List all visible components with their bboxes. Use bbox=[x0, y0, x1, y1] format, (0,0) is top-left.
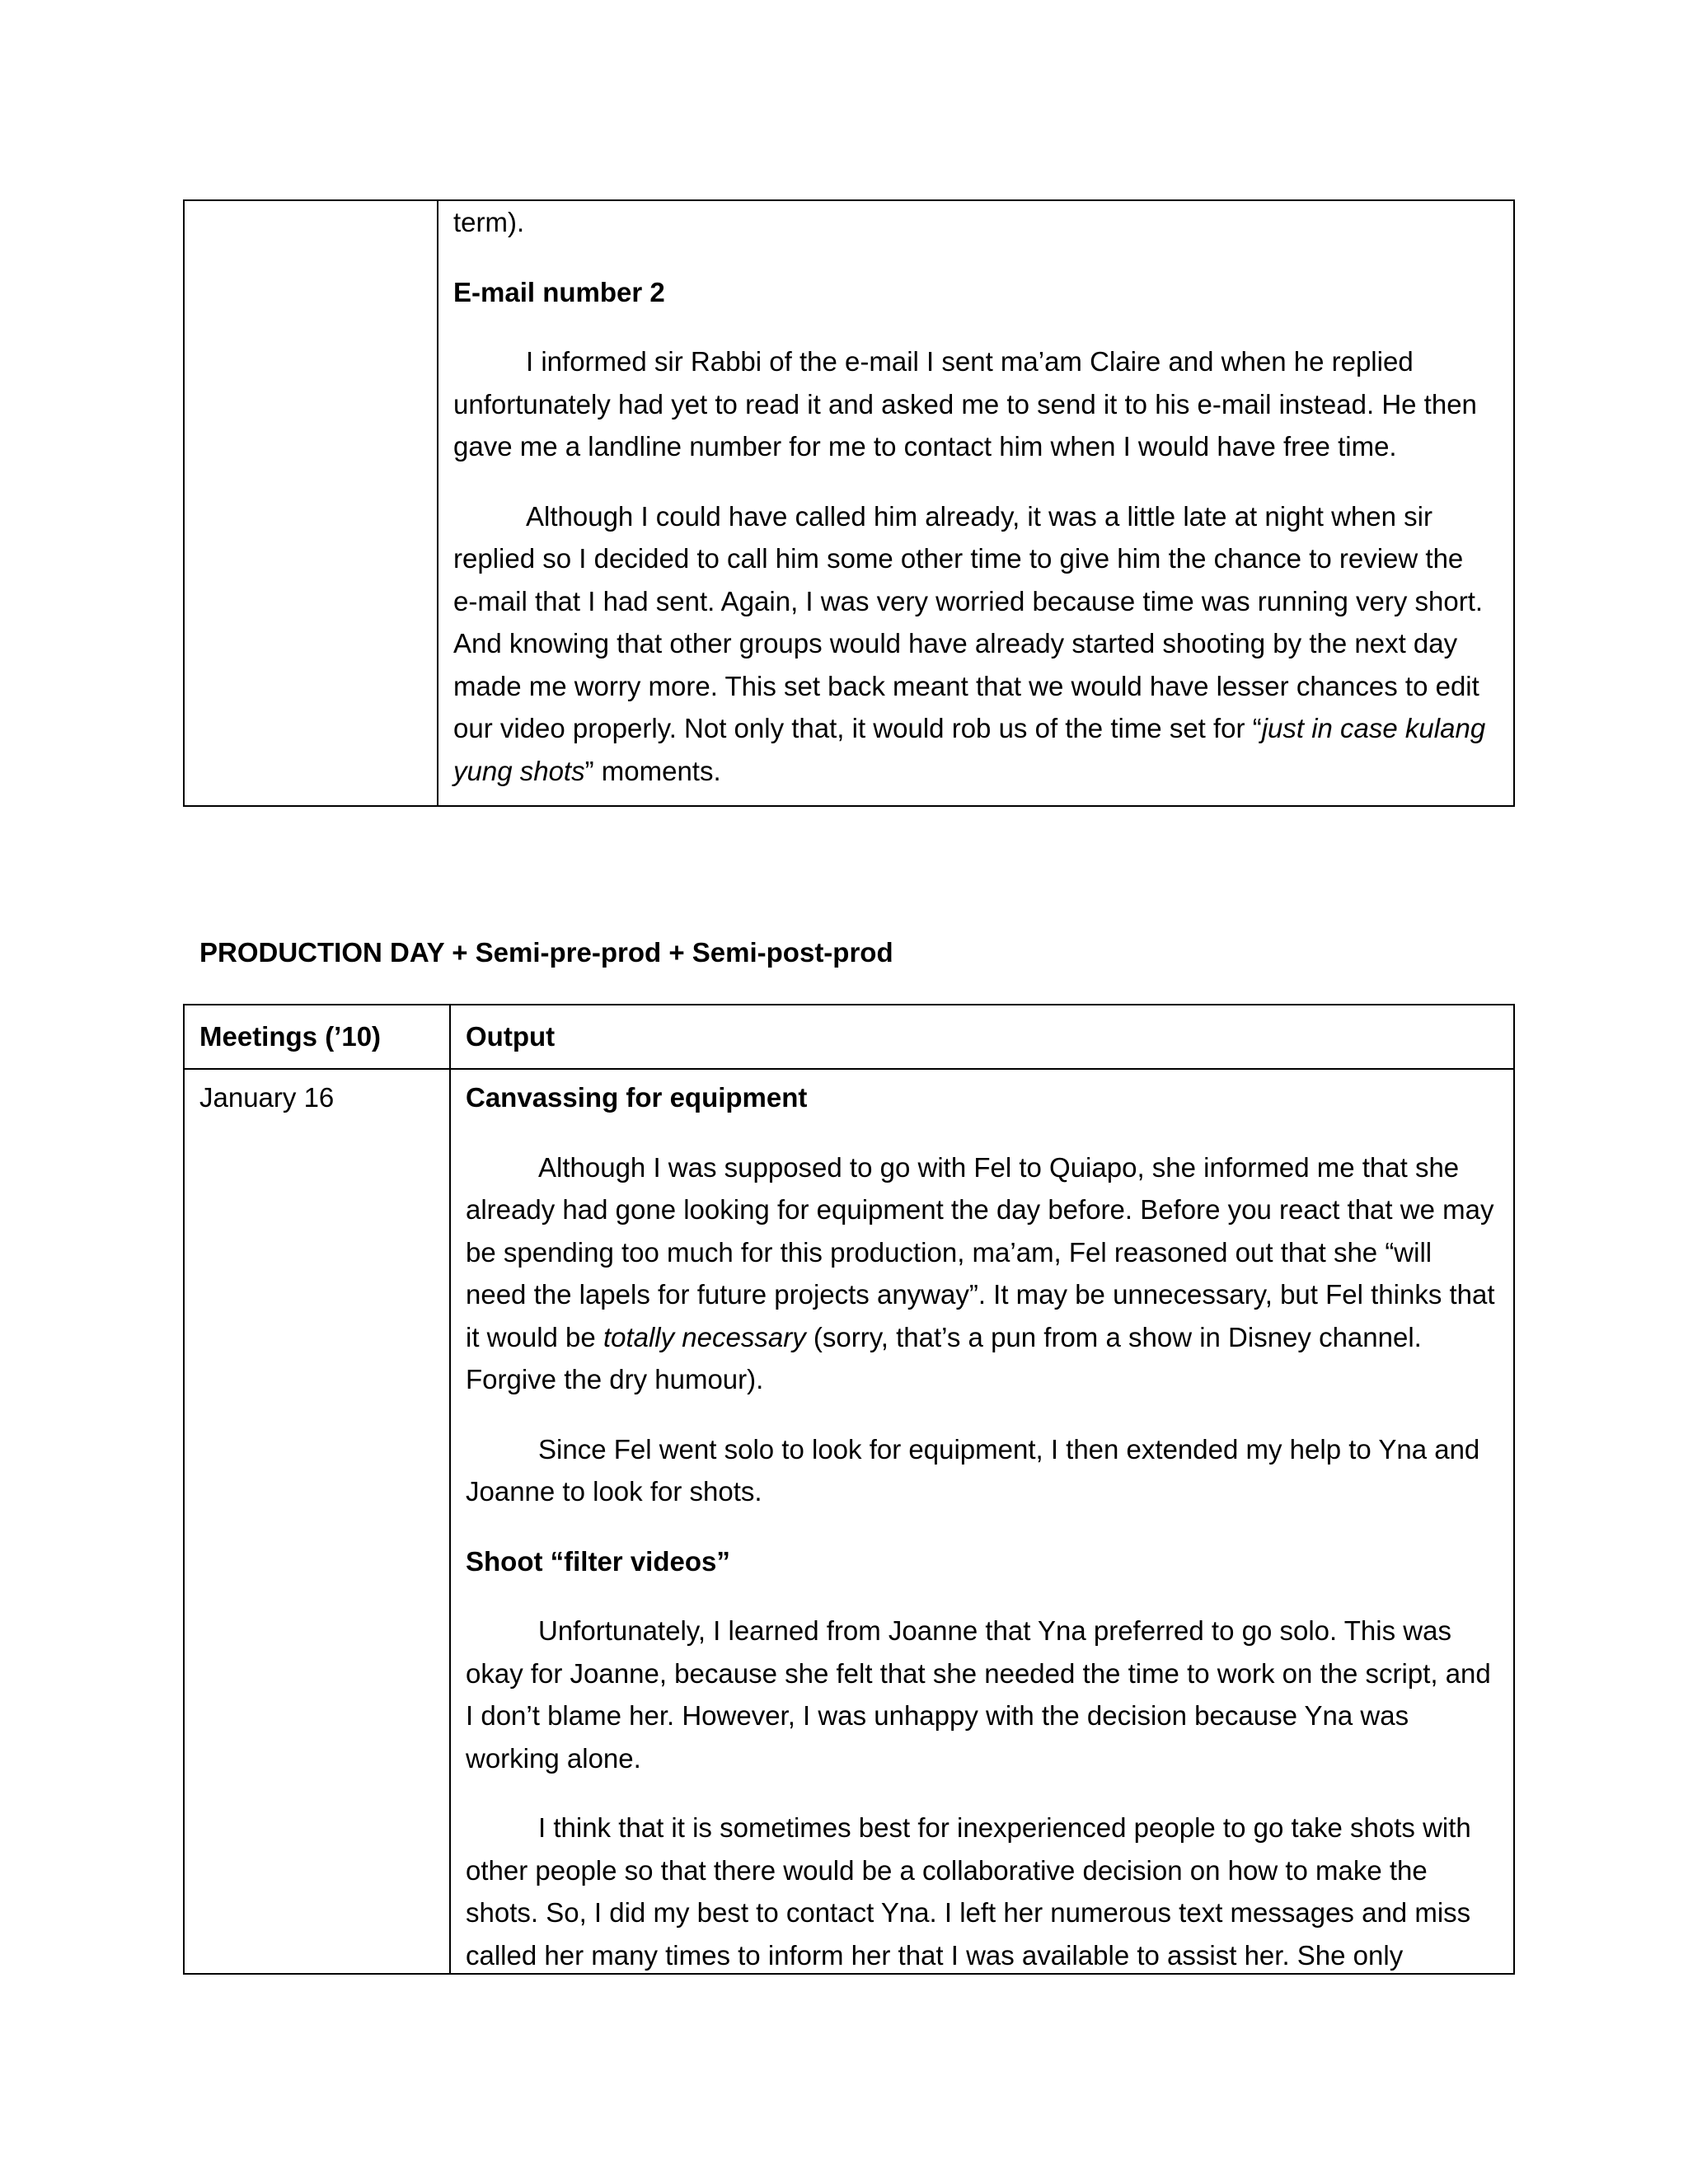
header-meetings: Meetings (’10) bbox=[184, 1005, 450, 1069]
production-day-table bbox=[183, 1004, 1515, 1975]
think-paragraph: I think that it is sometimes best for inexperienced people to go take shots with other people so that there would be a collaborative decision on how to make the shots. So, I did my best to contact Yna. I left her numerous text messages and miss called her many times to inform her that I was available to assist her. She only bbox=[466, 1812, 1471, 1971]
paragraph-text: Although I could have called him already, it was a little late at night when sir replied so I decided to call him some other time to give him the chance to review the e-mail that I had sent. Again, I was very worried because time was running very short. And knowing that other groups would have already started shooting by the next day made me worry more. This set back meant that we would have lesser chances to edit our video properly. Not only that, it would rob us of the time set for “ bbox=[453, 500, 1484, 743]
meetings-cell bbox=[184, 200, 438, 806]
italic-phrase: totally necessary bbox=[603, 1321, 806, 1352]
table-header-row bbox=[184, 1005, 1514, 1069]
canvassing-heading: Canvassing for equipment bbox=[466, 1082, 808, 1113]
header-output: Output bbox=[450, 1005, 1514, 1069]
paragraph-text: Although I was supposed to go with Fel to Quiapo, she informed me that she already had gone looking for equipment the day before. Before you react that we may be spending too much for this production, ma’am, Fel reasoned out that she “will need the lapels for future projects anyway”. It may be unnecessary, but Fel thinks that it would be bbox=[466, 1151, 1495, 1352]
italic-phrase: just in case kulang yung shots bbox=[453, 713, 1486, 786]
unfortunately-paragraph: Unfortunately, I learned from Joanne that Yna preferred to go solo. This was okay for Joanne, because she felt that she needed the time to work on the script, and I don’t blame her. However, I was unhappy with the decision because Yna was working alone. bbox=[466, 1615, 1491, 1774]
paragraph-text: (sorry, that’s a pun from a show in Disney channel. Forgive the dry humour). bbox=[466, 1321, 1422, 1394]
solo-paragraph: Since Fel went solo to look for equipment, I then extended my help to Yna and Joanne to look for shots. bbox=[466, 1433, 1480, 1507]
email-heading: E-mail number 2 bbox=[453, 276, 665, 307]
output-cell bbox=[450, 1069, 1514, 1974]
paragraph-text: ” moments. bbox=[584, 755, 721, 786]
meeting-date: January 16 bbox=[184, 1069, 450, 1974]
section-heading: PRODUCTION DAY + Semi-pre-prod + Semi-post-prod bbox=[199, 937, 893, 968]
output-cell bbox=[438, 200, 1514, 806]
table-row bbox=[184, 200, 1514, 806]
output-content bbox=[466, 1076, 1498, 1971]
shoot-heading: Shoot “filter videos” bbox=[466, 1545, 730, 1577]
email-paragraph-1: I informed sir Rabbi of the e-mail I sent ma’am Claire and when he replied unfortunately had yet to read it and asked me to send it to his e-mail instead. He then gave me a landline number for me to contact him when I would have free time. bbox=[453, 346, 1477, 462]
log-table-continued bbox=[183, 199, 1515, 807]
canvassing-paragraph bbox=[466, 1146, 1498, 1401]
email-paragraph-2 bbox=[453, 495, 1490, 793]
continued-text: term). bbox=[453, 207, 525, 237]
table-row bbox=[184, 1069, 1514, 1974]
